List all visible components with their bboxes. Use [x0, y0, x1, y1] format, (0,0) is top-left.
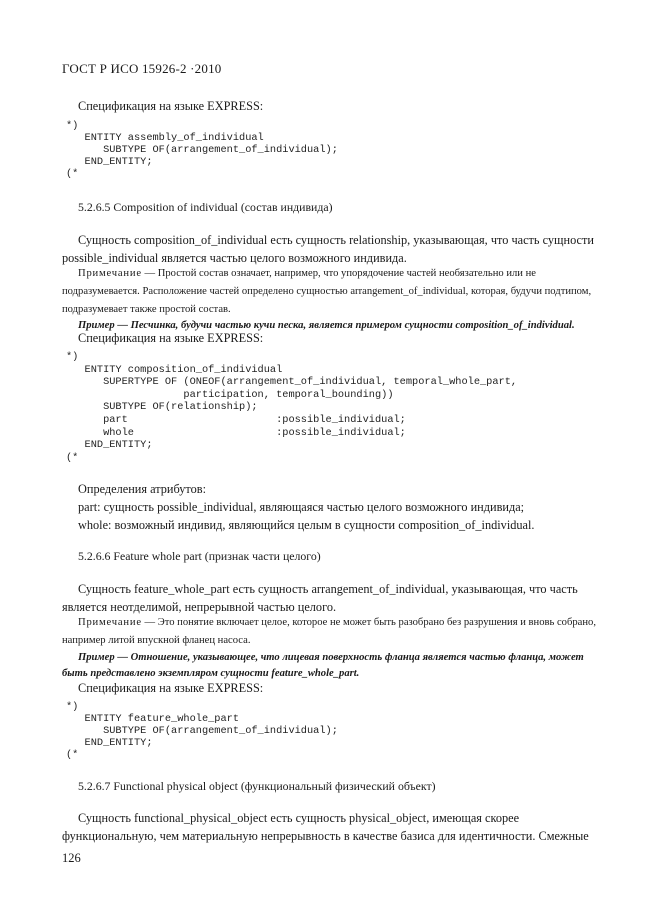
definition-composition: Сущность composition_of_individual есть сущность relationship, указывающая, что часть сущности possible_individual является частью целого возможного индивида.	[62, 233, 594, 265]
note-feature-whole-part	[62, 614, 602, 650]
example-feature-whole-part: Пример — Отношение, указывающее, что лицевая поверхность фланца является частью фланца, может быть представлено экземпляром сущности feature_whole_part.	[62, 652, 584, 679]
note-text: — Простой состав означает, например, что упорядочение частей необязательно или не подразумевается. Расположение частей определено сущностью arrangement_of_individual, которая, будучи подтипом, подразумевает также простой состав.	[62, 268, 592, 315]
attribute-part: part: сущность possible_individual, являющаяся частью целого возможного индивида;	[78, 500, 525, 514]
express-code-composition: *) ENTITY composition_of_individual SUPERTYPE OF (ONEOF(arrangement_of_individual, temporal_whole_part, participation, temporal_bounding)) SUBTYPE OF(relationship); part :possible_individual; whole :possible_individual; END_ENTITY; (*	[66, 351, 518, 464]
express-spec-label: Спецификация на языке EXPRESS:	[78, 681, 264, 695]
section-heading-5267: 5.2.6.7 Functional physical object (функциональный физический объект)	[78, 779, 436, 793]
express-code-assembly: *) ENTITY assembly_of_individual SUBTYPE OF(arrangement_of_individual); END_ENTITY; (*	[66, 120, 338, 180]
definition-feature-whole-part: Сущность feature_whole_part есть сущность arrangement_of_individual, указывающая, что часть является неотделимой, непрерывной частью целого.	[62, 582, 578, 614]
document-header: ГОСТ Р ИСО 15926-2 ·2010	[62, 61, 222, 76]
attribute-definitions-heading: Определения атрибутов:	[78, 482, 207, 496]
express-spec-label: Спецификация на языке EXPRESS:	[78, 99, 264, 113]
section-heading-5265: 5.2.6.5 Composition of individual (состав индивида)	[78, 200, 333, 214]
express-code-feature-whole-part: *) ENTITY feature_whole_part SUBTYPE OF(arrangement_of_individual); END_ENTITY; (*	[66, 701, 338, 761]
example-composition: Пример — Песчинка, будучи частью кучи песка, является примером сущности composition_of_individual.	[78, 320, 575, 331]
note-label: Примечание	[78, 268, 142, 279]
express-spec-label: Спецификация на языке EXPRESS:	[78, 331, 264, 345]
definition-functional-physical-object: Сущность functional_physical_object есть сущность physical_object, имеющая скорее функциональную, чем материальную непрерывность в качестве базиса для идентичности. Смежные	[62, 811, 589, 843]
section-heading-5266: 5.2.6.6 Feature whole part (признак части целого)	[78, 549, 321, 563]
page-number: 126	[62, 851, 81, 865]
attribute-whole: whole: возможный индивид, являющийся целым в сущности composition_of_individual.	[78, 518, 535, 532]
note-label: Примечание	[78, 617, 142, 628]
note-composition	[62, 265, 602, 319]
note-text: — Это понятие включает целое, которое не может быть разобрано без разрушения и вновь собрано, например литой впускной фланец насоса.	[62, 617, 596, 646]
